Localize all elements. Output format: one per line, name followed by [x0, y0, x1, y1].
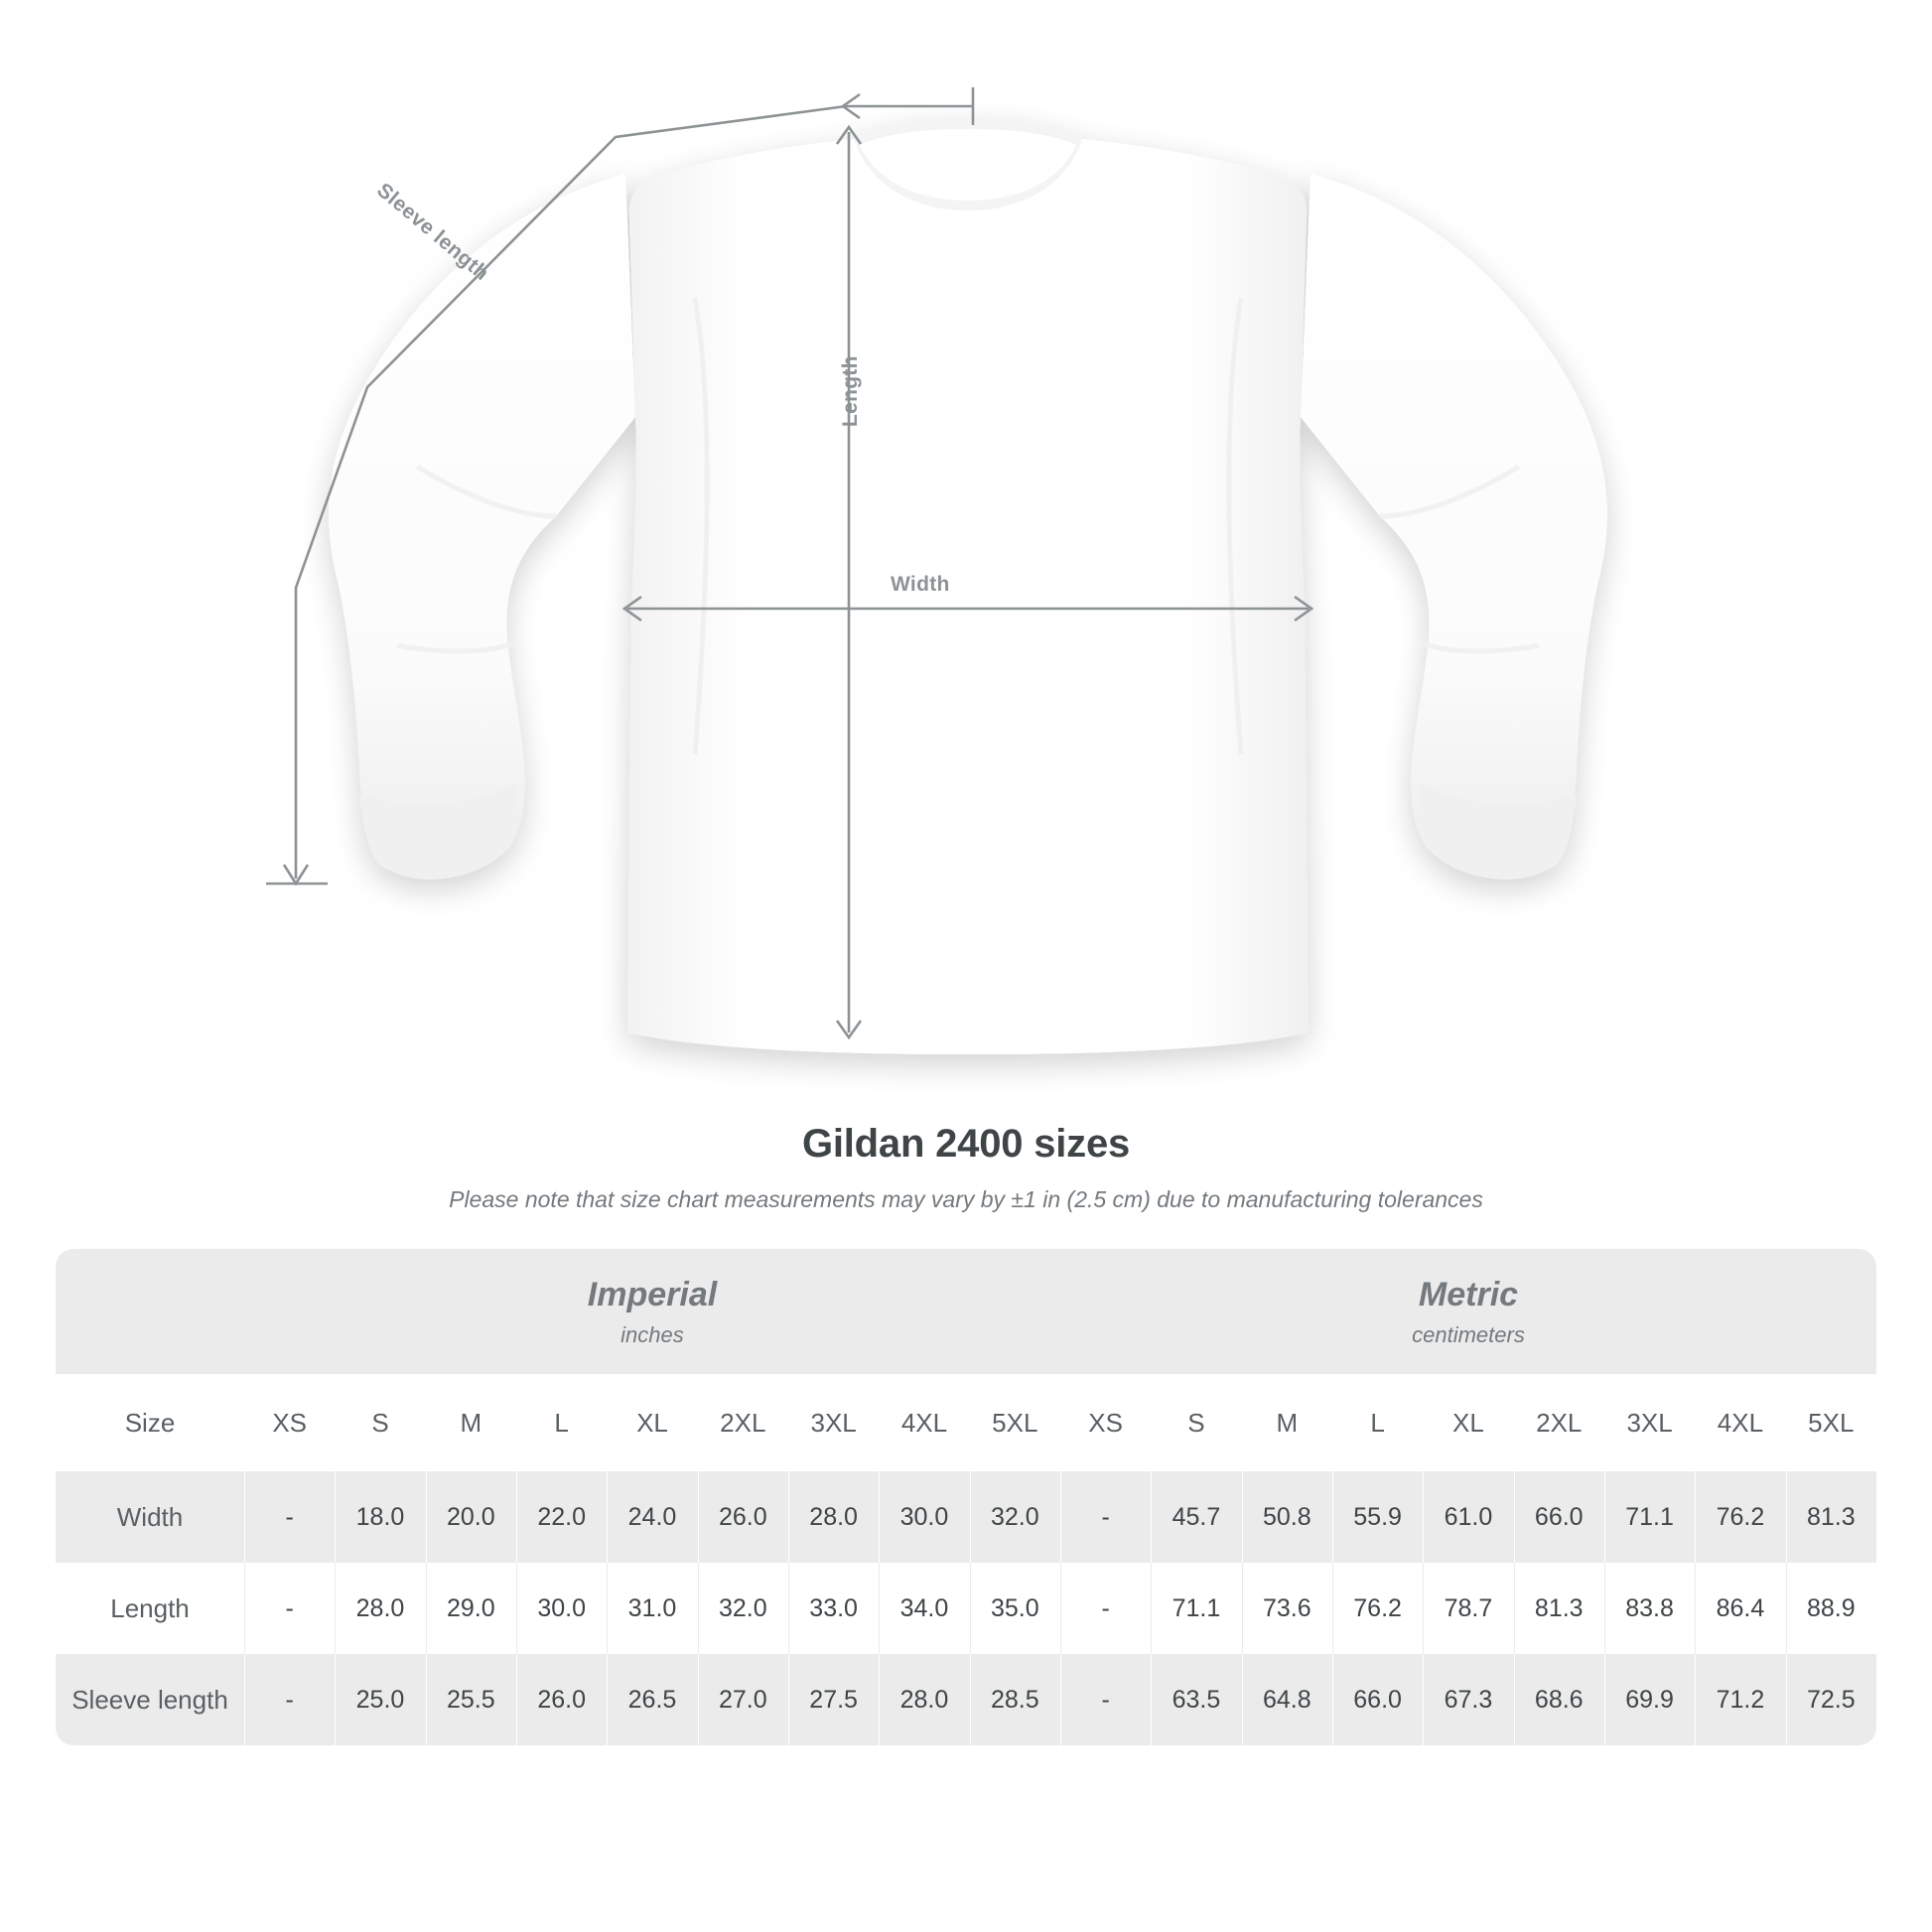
size-header-cell: 5XL: [970, 1374, 1060, 1471]
size-header-cell: L: [1332, 1374, 1423, 1471]
cell-length-s-cm: 71.1: [1151, 1563, 1241, 1654]
cell-length-l-in: 30.0: [516, 1563, 607, 1654]
cell-length-xl-in: 31.0: [607, 1563, 697, 1654]
cell-length-3xl-in: 33.0: [788, 1563, 879, 1654]
row-label-width: Width: [56, 1471, 244, 1563]
size-header-cell: XS: [244, 1374, 335, 1471]
cell-width-s-cm: 45.7: [1151, 1471, 1241, 1563]
cell-sleeve-5xl-cm: 72.5: [1786, 1654, 1876, 1745]
cell-length-4xl-in: 34.0: [879, 1563, 969, 1654]
table-row: [56, 1563, 1876, 1654]
table-row: [56, 1654, 1876, 1745]
unit-sub-imperial: inches: [621, 1321, 684, 1347]
title-block: [0, 1122, 1932, 1213]
cell-width-2xl-in: 26.0: [698, 1471, 788, 1563]
cell-length-xl-cm: 78.7: [1423, 1563, 1513, 1654]
cell-sleeve-xs-in: -: [244, 1654, 335, 1745]
size-header-cell: M: [426, 1374, 516, 1471]
cell-length-l-cm: 76.2: [1332, 1563, 1423, 1654]
size-header-cell: XL: [1423, 1374, 1513, 1471]
cell-sleeve-2xl-cm: 68.6: [1514, 1654, 1604, 1745]
cell-width-xl-in: 24.0: [607, 1471, 697, 1563]
cell-sleeve-xl-in: 26.5: [607, 1654, 697, 1745]
size-header-cell: XS: [1060, 1374, 1151, 1471]
cell-sleeve-3xl-cm: 69.9: [1604, 1654, 1695, 1745]
cell-length-xs-in: -: [244, 1563, 335, 1654]
unit-header-metric: [1060, 1249, 1876, 1374]
cell-width-xs-in: -: [244, 1471, 335, 1563]
cell-sleeve-3xl-in: 27.5: [788, 1654, 879, 1745]
sleeve-length-dimension-label: Sleeve length: [372, 179, 493, 286]
cell-length-5xl-cm: 88.9: [1786, 1563, 1876, 1654]
cell-length-m-in: 29.0: [426, 1563, 516, 1654]
cell-width-2xl-cm: 66.0: [1514, 1471, 1604, 1563]
size-header-cell: L: [516, 1374, 607, 1471]
cell-sleeve-5xl-in: 28.5: [970, 1654, 1060, 1745]
cell-width-3xl-cm: 71.1: [1604, 1471, 1695, 1563]
size-header-row: [56, 1374, 1876, 1471]
cell-width-s-in: 18.0: [335, 1471, 425, 1563]
size-header-cell: M: [1242, 1374, 1332, 1471]
size-chart-table: [56, 1249, 1876, 1745]
cell-width-4xl-cm: 76.2: [1695, 1471, 1785, 1563]
cell-sleeve-2xl-in: 27.0: [698, 1654, 788, 1745]
cell-sleeve-4xl-cm: 71.2: [1695, 1654, 1785, 1745]
unit-name-metric: Metric: [1418, 1275, 1519, 1313]
measurement-tolerance-note: Please note that size chart measurements may vary by ±1 in (2.5 cm) due to manufacturing tolerances: [449, 1186, 1483, 1212]
page-title: Gildan 2400 sizes: [801, 1122, 1131, 1166]
unit-sub-metric: centimeters: [1412, 1321, 1525, 1347]
cell-width-5xl-in: 32.0: [970, 1471, 1060, 1563]
cell-width-3xl-in: 28.0: [788, 1471, 879, 1563]
cell-width-l-cm: 55.9: [1332, 1471, 1423, 1563]
cell-length-s-in: 28.0: [335, 1563, 425, 1654]
size-header-cell: 3XL: [788, 1374, 879, 1471]
cell-length-2xl-cm: 81.3: [1514, 1563, 1604, 1654]
size-header-cell: S: [1151, 1374, 1241, 1471]
cell-length-5xl-in: 35.0: [970, 1563, 1060, 1654]
cell-sleeve-4xl-in: 28.0: [879, 1654, 969, 1745]
width-dimension-label: Width: [891, 573, 950, 596]
cell-width-xs-cm: -: [1060, 1471, 1151, 1563]
row-label-sleeve-length: Sleeve length: [56, 1654, 244, 1745]
size-header-cell: 2XL: [698, 1374, 788, 1471]
unit-header-imperial: [244, 1249, 1060, 1374]
size-header-cell: 4XL: [1695, 1374, 1785, 1471]
cell-length-xs-cm: -: [1060, 1563, 1151, 1654]
cell-sleeve-l-cm: 66.0: [1332, 1654, 1423, 1745]
size-chart-table-wrap: [56, 1249, 1876, 1745]
unit-name-imperial: Imperial: [587, 1275, 718, 1313]
cell-length-3xl-cm: 83.8: [1604, 1563, 1695, 1654]
cell-width-m-in: 20.0: [426, 1471, 516, 1563]
cell-sleeve-s-in: 25.0: [335, 1654, 425, 1745]
size-header-cell: XL: [607, 1374, 697, 1471]
cell-sleeve-l-in: 26.0: [516, 1654, 607, 1745]
cell-sleeve-xs-cm: -: [1060, 1654, 1151, 1745]
size-header-cell: 3XL: [1604, 1374, 1695, 1471]
size-header-cell: S: [335, 1374, 425, 1471]
cell-length-2xl-in: 32.0: [698, 1563, 788, 1654]
cell-width-4xl-in: 30.0: [879, 1471, 969, 1563]
shirt-shape: [329, 119, 1607, 1054]
row-label-length: Length: [56, 1563, 244, 1654]
unit-header-row: [56, 1249, 1876, 1374]
cell-width-m-cm: 50.8: [1242, 1471, 1332, 1563]
table-row: [56, 1471, 1876, 1563]
cell-width-l-in: 22.0: [516, 1471, 607, 1563]
cell-length-m-cm: 73.6: [1242, 1563, 1332, 1654]
cell-length-4xl-cm: 86.4: [1695, 1563, 1785, 1654]
length-dimension-label: Length: [839, 355, 862, 427]
size-header-label: Size: [124, 1407, 176, 1438]
size-header-cell: 2XL: [1514, 1374, 1604, 1471]
cell-sleeve-m-in: 25.5: [426, 1654, 516, 1745]
cell-sleeve-xl-cm: 67.3: [1423, 1654, 1513, 1745]
cell-sleeve-m-cm: 64.8: [1242, 1654, 1332, 1745]
size-header-cell: 5XL: [1786, 1374, 1876, 1471]
cell-width-5xl-cm: 81.3: [1786, 1471, 1876, 1563]
cell-sleeve-s-cm: 63.5: [1151, 1654, 1241, 1745]
size-header-cell: 4XL: [879, 1374, 969, 1471]
unit-header-spacer: [56, 1249, 244, 1374]
cell-width-xl-cm: 61.0: [1423, 1471, 1513, 1563]
